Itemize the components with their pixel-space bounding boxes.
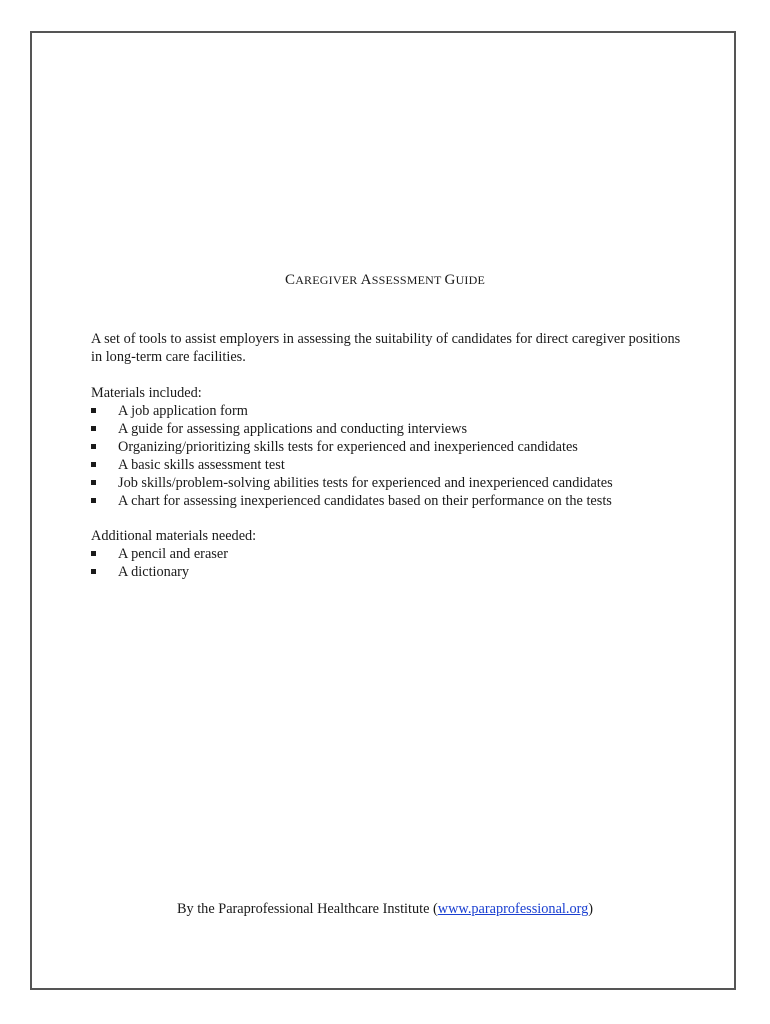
square-bullet-icon — [91, 444, 96, 449]
additional-materials-list — [91, 545, 228, 581]
list-item-text: A chart for assessing inexperienced candidates based on their performance on the tests — [118, 493, 612, 509]
title-rest-2: SSESSMENT — [371, 273, 445, 287]
square-bullet-icon — [91, 551, 96, 556]
additional-materials-heading: Additional materials needed: — [91, 528, 257, 544]
page-border — [30, 31, 736, 990]
square-bullet-icon — [91, 408, 96, 413]
list-item-text: A guide for assessing applications and conducting interviews — [118, 421, 468, 437]
list-item-text: A job application form — [118, 403, 248, 419]
title-initial-1: C — [284, 272, 296, 288]
list-item — [91, 474, 613, 492]
list-item — [91, 438, 613, 456]
footer-link[interactable]: www.paraprofessional.org — [437, 901, 589, 917]
list-item-text: A basic skills assessment test — [118, 457, 285, 473]
list-item — [91, 456, 613, 474]
list-item — [91, 563, 228, 581]
list-item — [91, 545, 228, 563]
title-initial-2: A — [360, 272, 372, 288]
intro-paragraph: A set of tools to assist employers in assessing the suitability of candidates for direct caregiver positions in long-term care facilities. — [91, 331, 681, 365]
list-item — [91, 492, 613, 510]
materials-list — [91, 402, 613, 510]
list-item-text: A pencil and eraser — [118, 546, 228, 562]
document-title — [0, 272, 770, 289]
list-item-text: Job skills/problem-solving abilities tests for experienced and inexperienced candidates — [118, 475, 613, 491]
square-bullet-icon — [91, 569, 96, 574]
list-item-text: A dictionary — [118, 564, 190, 580]
list-item-text: Organizing/prioritizing skills tests for experienced and inexperienced candidates — [118, 439, 578, 455]
footer-suffix: ) — [588, 901, 594, 917]
title-rest-1: AREGIVER — [295, 273, 361, 287]
square-bullet-icon — [91, 480, 96, 485]
footer-credit — [0, 900, 770, 918]
square-bullet-icon — [91, 462, 96, 467]
list-item — [91, 402, 613, 420]
title-initial-3: G — [444, 272, 456, 288]
list-item — [91, 420, 613, 438]
footer-prefix: By the Paraprofessional Healthcare Institute ( — [176, 901, 438, 917]
materials-heading: Materials included: — [91, 385, 202, 401]
square-bullet-icon — [91, 426, 96, 431]
title-rest-3: UIDE — [455, 273, 486, 287]
square-bullet-icon — [91, 498, 96, 503]
